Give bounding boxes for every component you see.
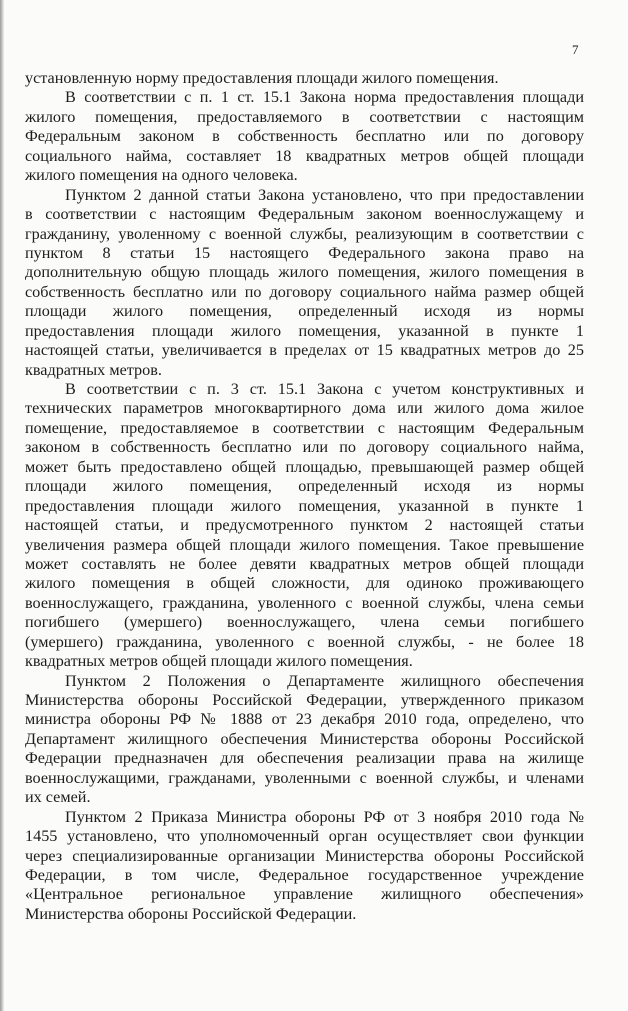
- text-line: помещение, предоставляемое в соответствии с настоящим Федеральным: [25, 418, 584, 437]
- text-line: Департамент жилищного обеспечения Министерства обороны Российской: [25, 729, 584, 748]
- text-line: настоящей статьи, увеличивается в пределах от 15 квадратных метров до 25: [25, 341, 584, 360]
- paragraph: [25, 186, 584, 380]
- text-line: настоящей статьи, и предусмотренного пунктом 2 настоящей статьи: [25, 516, 584, 535]
- text-line: квадратных метров.: [25, 360, 162, 379]
- text-line: 1455 установлено, что уполномоченный орган осуществляет свои функции: [25, 827, 584, 846]
- text-line: Федерации, в том числе, Федеральное государственное учреждение: [25, 865, 584, 884]
- text-line: Министерства обороны Российской Федерации, утвержденного приказом: [25, 691, 584, 709]
- text-line: дополнительную общую площадь жилого помещения, жилого помещения в: [25, 263, 584, 282]
- text-line: жилого помещения, предоставляемого в соответствии с настоящим: [25, 107, 584, 126]
- paragraph: [25, 88, 584, 185]
- text-line: их семей.: [25, 788, 91, 807]
- text-line: пунктом 8 статьи 15 настоящего Федерального закона право на: [25, 243, 584, 262]
- text-line: установленную норму предоставления площади жилого помещения.: [25, 69, 499, 87]
- paragraph: [25, 69, 584, 88]
- text-line: Министерства обороны Российской Федерации.: [25, 904, 357, 923]
- text-line: в соответствии с настоящим Федеральным законом военнослужащему и: [25, 205, 584, 224]
- text-line: технических параметров многоквартирного дома или жилого дома жилое: [25, 399, 584, 418]
- text-line: увеличения размера общей площади жилого помещения. Такое превышение: [25, 535, 584, 554]
- text-line: Пунктом 2 данной статьи Закона установлено, что при предоставлении: [65, 185, 584, 204]
- text-line: В соответствии с п. 1 ст. 15.1 Закона норма предоставления площади: [65, 88, 584, 107]
- paragraph: [25, 380, 584, 672]
- text-line: погибшего (умершего) военнослужащего, члена семьи погибшего: [25, 613, 584, 632]
- text-line: Федеральным законом в собственность бесплатно или по договору: [25, 127, 584, 146]
- text-line: жилого помещения в общей сложности, для одиноко проживающего: [25, 574, 584, 593]
- paragraph: [25, 808, 584, 925]
- text-line: социального найма, составляет 18 квадратных метров общей площади: [25, 146, 584, 165]
- text-line: Пунктом 2 Приказа Министра обороны РФ от 3 ноября 2010 года №: [65, 807, 584, 826]
- text-line: «Центральное региональное управление жилищного обеспечения»: [25, 885, 584, 904]
- text-line: Пунктом 2 Положения о Департаменте жилищного обеспечения: [65, 671, 584, 690]
- text-line: жилого помещения на одного человека.: [25, 166, 298, 185]
- text-line: площади жилого помещения, определенный исходя из нормы: [25, 302, 584, 321]
- text-line: военнослужащими, гражданами, уволенными с военной службы, и членами: [25, 768, 584, 787]
- document-body: [25, 69, 584, 924]
- text-line: площади жилого помещения, определенный исходя из нормы: [25, 477, 584, 496]
- text-line: собственность бесплатно или по договору социального найма размер общей: [25, 282, 584, 301]
- scan-edge: [0, 0, 4, 1011]
- text-line: военнослужащего, гражданина, уволенного с военной службы, члена семьи: [25, 593, 584, 612]
- text-line: В соответствии с п. 3 ст. 15.1 Закона с учетом конструктивных и: [65, 380, 584, 398]
- text-line: предоставления площади жилого помещения, указанной в пункте 1: [25, 496, 584, 515]
- text-line: законом в собственность бесплатно или по договору социального найма,: [25, 438, 584, 457]
- text-line: министра обороны РФ № 1888 от 23 декабря 2010 года, определено, что: [25, 710, 584, 729]
- page-number: 7: [572, 42, 579, 57]
- text-line: через специализированные организации Министерства обороны Российской: [25, 846, 584, 865]
- text-line: предоставления площади жилого помещения, указанной в пункте 1: [25, 321, 584, 340]
- text-line: (умершего) гражданина, уволенного с военной службы, - не более 18: [25, 632, 584, 651]
- text-line: может быть предоставлено общей площадью, превышающей размер общей: [25, 457, 584, 476]
- paragraph: [25, 672, 584, 808]
- text-line: квадратных метров общей площади жилого помещения.: [25, 652, 413, 671]
- text-line: Федерации предназначен для обеспечения реализации права на жилище: [25, 749, 584, 768]
- text-line: может составлять не более девяти квадратных метров общей площади: [25, 554, 584, 573]
- text-line: гражданину, уволенному с военной службы, реализующим в соответствии с: [25, 224, 584, 243]
